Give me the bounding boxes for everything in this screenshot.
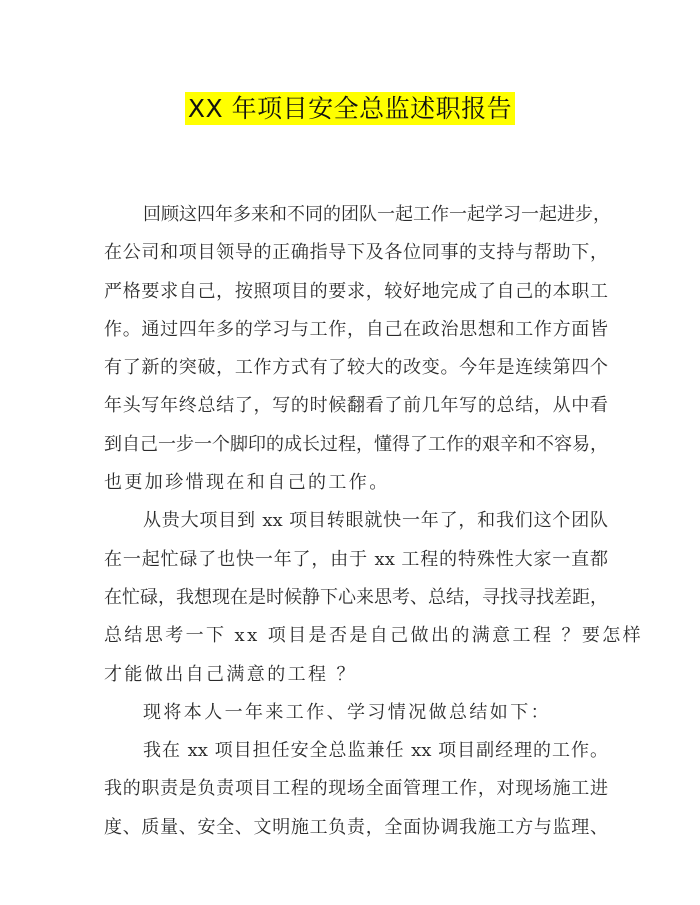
paragraph-line: 我的职责是负责项目工程的现场全面管理工作，对现场施工进 bbox=[104, 778, 608, 800]
paragraph-line: 总结思考一下 xx 项目是否是自己做出的满意工程 ？要怎样 bbox=[104, 625, 644, 647]
paragraph-line: 也更加珍惜现在和自己的工作。 bbox=[104, 472, 390, 494]
paragraph-line: 有了新的突破，工作方式有了较大的改变。今年是连续第四个 bbox=[104, 357, 608, 379]
paragraph-line: 到自己一步一个脚印的成长过程，懂得了工作的艰辛和不容易， bbox=[104, 433, 608, 455]
document-title: XX 年项目安全总监述职报告 bbox=[185, 92, 515, 125]
paragraph-line: 从贵大项目到 xx 项目转眼就快一年了，和我们这个团队 bbox=[143, 510, 608, 532]
document-body bbox=[104, 196, 644, 847]
paragraph-line: 才能做出自己满意的工程 ？ bbox=[104, 663, 357, 685]
paragraph-summary-intro bbox=[104, 694, 608, 732]
paragraph-line: 回顾这四年多来和不同的团队一起工作一起学习一起进步， bbox=[143, 204, 611, 225]
paragraph-line: 现将本人一年来工作、学习情况做总结如下： bbox=[143, 701, 551, 723]
paragraph-line: 在公司和项目领导的正确指导下及各位同事的支持与帮助下， bbox=[104, 242, 608, 264]
paragraph-line: 我在 xx 项目担任安全总监兼任 xx 项目副经理的工作。 bbox=[143, 740, 608, 762]
paragraph-line: 在忙碌，我想现在是时候静下心来思考、总结，寻找寻找差距， bbox=[104, 586, 608, 608]
paragraph-duties bbox=[104, 732, 608, 847]
paragraph-reflection bbox=[104, 502, 644, 693]
paragraph-line: 年头写年终总结了，写的时候翻看了前几年写的总结，从中看 bbox=[104, 395, 608, 417]
title-container bbox=[0, 92, 700, 125]
paragraph-intro bbox=[104, 196, 611, 502]
paragraph-line: 作。通过四年多的学习与工作，自己在政治思想和工作方面皆 bbox=[104, 318, 608, 340]
paragraph-line: 严格要求自己，按照项目的要求，较好地完成了自己的本职工 bbox=[104, 280, 608, 302]
paragraph-line: 在一起忙碌了也快一年了，由于 xx 工程的特殊性大家一直都 bbox=[104, 548, 608, 570]
paragraph-line: 度、质量、安全、文明施工负责，全面协调我施工方与监理、 bbox=[104, 816, 608, 838]
